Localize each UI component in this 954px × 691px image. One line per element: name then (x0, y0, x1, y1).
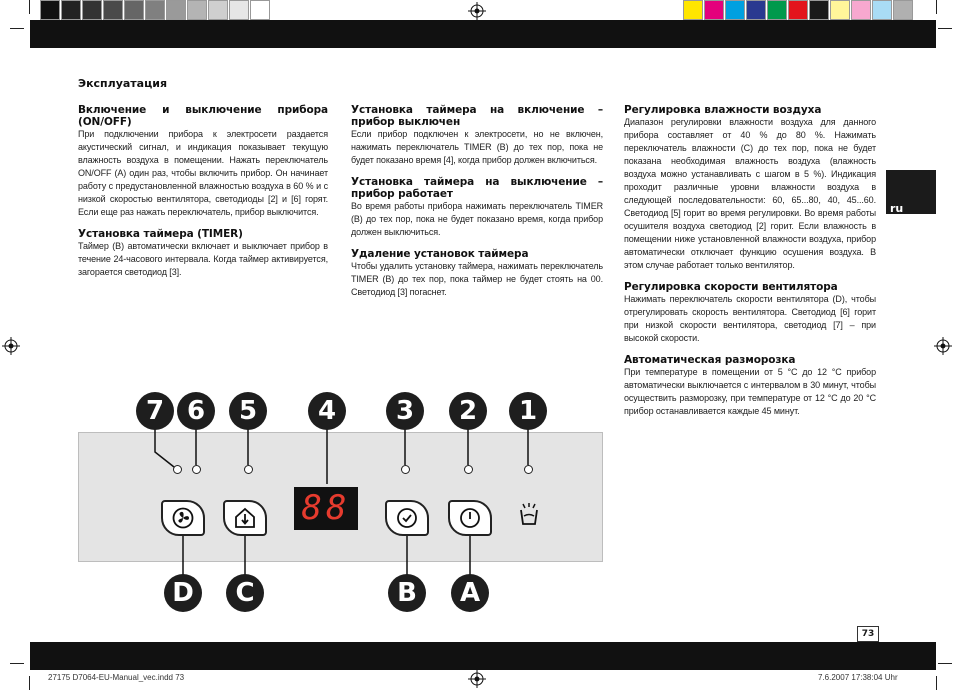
callout-badge-5: 5 (229, 392, 267, 430)
led-6-low-fan (192, 465, 201, 474)
heading-timer-clear: Удаление установок таймера (351, 248, 529, 260)
power-button[interactable] (448, 500, 492, 536)
footer-file-info: 27175 D7064-EU-Manual_vec.indd 73 (48, 673, 185, 682)
heading-fan-speed: Регулировка скорости вентилятора (624, 281, 838, 293)
clock-icon (396, 507, 418, 529)
callout-badge-d: D (164, 574, 202, 612)
paragraph-on-off: При подключении прибора к электросети раздается акустический сигнал, и индикация показывает текущую влажность воздуха в помещении. Нажать переключатель ON/OFF (A) один раз, чтобы включить прибор. Он начинает работу с предустановленной влажностью воздуха в 60 % и с низкой скоростью вентилятора, светодиоды [2] и [6] горят. Если еще раз нажать переключатель, прибор выключится. (78, 129, 328, 217)
humidity-button[interactable] (223, 500, 267, 536)
fan-icon (172, 507, 194, 529)
led-2-dehumidify (464, 465, 473, 474)
callout-badge-b: B (388, 574, 426, 612)
language-tab: ru (886, 170, 936, 214)
paragraph-timer-off: Во время работы прибора нажимать переключатель TIMER (B) до тех пор, пока не будет показано время, когда прибор должен выключиться. (351, 201, 603, 237)
home-humidity-icon (233, 506, 257, 530)
callout-badge-7: 7 (136, 392, 174, 430)
page-number: 73 (857, 626, 879, 642)
digital-display: 88 (294, 487, 358, 530)
heading-timer-off: Установка таймера на выключение – прибор работает (351, 176, 603, 200)
heading-humidity: Регулировка влажности воздуха (624, 104, 822, 116)
timer-button[interactable] (385, 500, 429, 536)
heading-timer-on: Установка таймера на включение – прибор выключен (351, 104, 603, 128)
led-5-humidity (244, 465, 253, 474)
heading-timer: Установка таймера (TIMER) (78, 228, 243, 240)
led-3-timer (401, 465, 410, 474)
callout-badge-c: C (226, 574, 264, 612)
callout-badge-4: 4 (308, 392, 346, 430)
paragraph-timer-on: Если прибор подключен к электросети, но не включен, нажимать переключатель TIMER (B) до тех пор, пока не будет показано время [4], когда прибор должен включиться. (351, 129, 603, 165)
footer-timestamp: 7.6.2007 17:38:04 Uhr (818, 673, 898, 682)
heading-on-off: Включение и выключение прибора (ON/OFF) (78, 104, 328, 128)
callout-badge-2: 2 (449, 392, 487, 430)
callout-badge-1: 1 (509, 392, 547, 430)
heading-defrost: Автоматическая разморозка (624, 354, 796, 366)
callout-badge-3: 3 (386, 392, 424, 430)
section-heading: Эксплуатация (78, 77, 168, 90)
led-7-high-fan (173, 465, 182, 474)
paragraph-fan-speed: Нажимать переключатель скорости вентилятора (D), чтобы отрегулировать скорость вентилятора. Светодиод [6] горит при низкой скорости вентилятора, светодиод [7] – при высокой скорости. (624, 294, 876, 343)
water-tank-icon (517, 502, 541, 528)
fan-speed-button[interactable] (161, 500, 205, 536)
power-icon (459, 507, 481, 529)
callout-badge-6: 6 (177, 392, 215, 430)
paragraph-timer: Таймер (B) автоматически включает и выключает прибор в течение 24-часового интервала. Когда таймер активируется, загорается светодиод [3]. (78, 241, 328, 277)
led-1-tank (524, 465, 533, 474)
paragraph-humidity: Диапазон регулировки влажности воздуха для данного прибора составляет от 40 % до 80 %. Нажимать переключатель влажности (C) до тех пор, пока не будет показана необходимая влажность воздуха (влажность воздуха можно устанавливать с шагом в 5 %). Индикация проходит различные уровни влажности воздуха в следующей последовательности: 60, 65...80, 40, 45...60. Светодиод [5] горит во время регулировки. Во время работы осушителя воздуха светодиод [2] горит. Если влажность в помещении ниже установленной влажности воздуха, прибор автоматически отключает функцию осушения воздуха. В этом случае работает только вентилятор. (624, 117, 876, 270)
paragraph-defrost: При температуре в помещении от 5 °C до 12 °C прибор автоматически выключается с интервалом в 30 минут, чтобы осуществить разморозку, при температуре от 12 °C до 20 °C прибор останавливается каждые 45 минут. (624, 367, 876, 416)
callout-badge-a: A (451, 574, 489, 612)
paragraph-timer-clear: Чтобы удалить установку таймера, нажимать переключатель TIMER (B) до тех пор, пока таймер не будет стоять на 00. Светодиод [3] погаснет. (351, 261, 603, 297)
